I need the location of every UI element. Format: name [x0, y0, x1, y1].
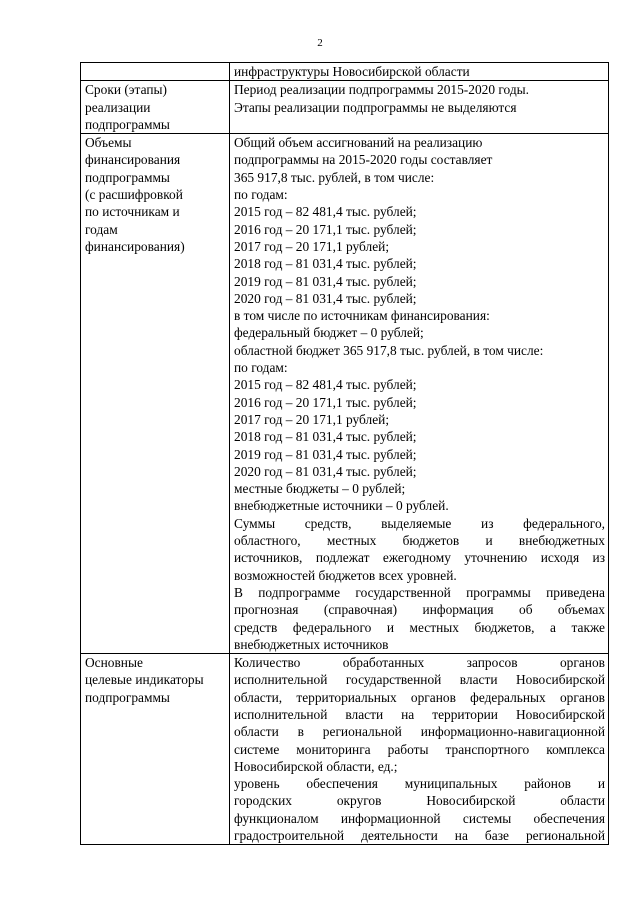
table-row [81, 134, 609, 654]
content-line: функционалом информационной системы обеспечения [234, 810, 605, 826]
content-paragraph [234, 515, 605, 584]
content-line: областной бюджет 365 917,8 тыс. рублей, в том числе: [234, 342, 544, 358]
row-label [81, 63, 230, 81]
label-line: финансирования) [85, 238, 185, 254]
content-line: по годам: [234, 187, 288, 203]
page-number: 2 [317, 37, 323, 49]
content-line: прогнозная (справочная) информация об объемах [234, 602, 605, 618]
content-line: Общий объем ассигнований на реализацию [234, 135, 483, 151]
content-line: исполнительной власти на территории Новосибирской [234, 706, 605, 722]
content-line: 2016 год – 20 171,1 тыс. рублей; [234, 394, 417, 410]
content-line: областного, местных бюджетов и внебюджетных [234, 533, 605, 549]
content-line: Суммы средств, выделяемые из федерального, [234, 515, 605, 531]
passport-table [80, 62, 609, 845]
label-line: финансирования [85, 152, 181, 168]
label-line: Основные [85, 655, 143, 671]
row-label [81, 654, 230, 845]
content-line: Этапы реализации подпрограммы не выделяются [234, 99, 517, 115]
content-line: 2020 год – 81 031,4 тыс. рублей; [234, 463, 417, 479]
row-content [230, 81, 609, 134]
content-paragraph [234, 775, 605, 844]
content-line: уровень обеспечения муниципальных районов и [234, 776, 605, 792]
content-line: 2019 год – 81 031,4 тыс. рублей; [234, 273, 417, 289]
content-line: 2015 год – 82 481,4 тыс. рублей; [234, 377, 417, 393]
content-line: области в региональной информационно-навигационной [234, 724, 605, 740]
content-line: источников, подлежат ежегодному уточнению исходя из [234, 550, 605, 566]
row-label [81, 134, 230, 654]
label-line: реализации [85, 99, 151, 115]
row-content [230, 63, 609, 81]
content-line: федеральный бюджет – 0 рублей; [234, 325, 424, 341]
content-paragraph [234, 654, 605, 775]
content-line: 2015 год – 82 481,4 тыс. рублей; [234, 204, 417, 220]
content-line: 2018 год – 81 031,4 тыс. рублей; [234, 429, 417, 445]
label-line: Сроки (этапы) [85, 82, 167, 98]
content-line: внебюджетных источников [234, 636, 389, 652]
content-line: градостроительной деятельности на базе региональной [234, 828, 605, 844]
content-line: возможностей бюджетов всех уровней. [234, 567, 457, 583]
label-line: по источникам и [85, 204, 180, 220]
label-line: (с расшифровкой [85, 187, 183, 203]
label-line: подпрограммы [85, 169, 170, 185]
content-line: 2017 год – 20 171,1 рублей; [234, 238, 390, 254]
content-line: 2017 год – 20 171,1 рублей; [234, 411, 390, 427]
label-line: годам [85, 221, 118, 237]
row-label [81, 81, 230, 134]
content-line: в том числе по источникам финансирования: [234, 308, 490, 324]
content-line: городских округов Новосибирской области [234, 793, 605, 809]
label-line: подпрограммы [85, 116, 170, 132]
content-line: 2020 год – 81 031,4 тыс. рублей; [234, 290, 417, 306]
label-line: подпрограммы [85, 689, 170, 705]
table-row [81, 81, 609, 134]
content-line: В подпрограмме государственной программы приведена [234, 584, 605, 600]
content-line: 2016 год – 20 171,1 тыс. рублей; [234, 221, 417, 237]
content-line: 2018 год – 81 031,4 тыс. рублей; [234, 256, 417, 272]
content-line: области, территориальных органов федеральных органов [234, 689, 605, 705]
content-line: инфраструктуры Новосибирской области [234, 64, 470, 79]
row-content [230, 654, 609, 845]
content-line: исполнительной государственной власти Новосибирской [234, 672, 605, 688]
content-paragraph [234, 584, 605, 653]
label-line: Объемы [85, 135, 132, 151]
table-row [81, 63, 609, 81]
content-line: подпрограммы на 2015-2020 годы составляет [234, 152, 493, 168]
content-line: местные бюджеты – 0 рублей; [234, 481, 406, 497]
content-line: средств федерального и местных бюджетов, а также [234, 619, 605, 635]
content-line: 365 917,8 тыс. рублей, в том числе: [234, 169, 435, 185]
table-row [81, 654, 609, 845]
content-line: внебюджетные источники – 0 рублей. [234, 498, 449, 514]
content-line: системе мониторинга работы транспортного комплекса [234, 741, 605, 757]
content-line: Количество обработанных запросов органов [234, 655, 605, 671]
content-line: Период реализации подпрограммы 2015-2020 годы. [234, 82, 529, 98]
content-line: Новосибирской области, ед.; [234, 758, 398, 774]
content-line: по годам: [234, 360, 288, 376]
row-content [230, 134, 609, 654]
content-line: 2019 год – 81 031,4 тыс. рублей; [234, 446, 417, 462]
label-line: целевые индикаторы [85, 672, 204, 688]
